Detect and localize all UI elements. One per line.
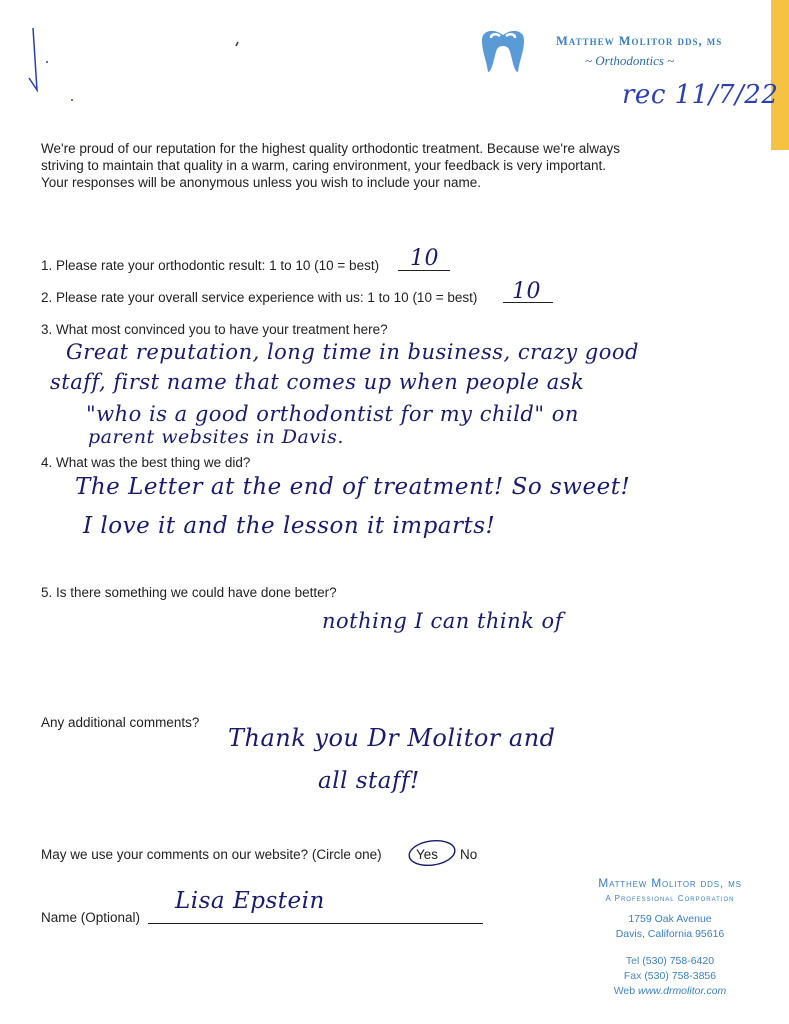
received-note: rec 11/7/22 <box>622 80 779 110</box>
footer-contact <box>590 876 750 999</box>
practice-name: Matthew Molitor dds, ms <box>556 34 723 48</box>
website-permission-label: May we use your comments on our website? (Circle one) <box>41 847 382 862</box>
practice-subtitle: ~ Orthodontics ~ <box>585 53 675 68</box>
question-3-answer-line-3: "who is a good orthodontist for my child" on <box>86 402 579 426</box>
additional-comments-label: Any additional comments? <box>41 715 200 730</box>
additional-comments-line-2: all staff! <box>318 768 420 794</box>
footer-address-1: 1759 Oak Avenue <box>628 913 712 925</box>
footer-corporation: A Professional Corporation <box>605 894 735 903</box>
website-permission-no[interactable]: No <box>460 847 478 862</box>
yes-circle-mark <box>406 833 462 869</box>
question-3-answer-line-2: staff, first name that comes up when people ask <box>50 370 585 394</box>
question-4-answer-line-2: I love it and the lesson it imparts! <box>83 513 496 539</box>
yellow-tab <box>771 0 789 150</box>
question-3-answer-line-4: parent websites in Davis. <box>88 426 344 448</box>
question-1-answer: 10 <box>410 246 439 271</box>
tooth-logo-icon <box>476 26 530 74</box>
question-5-answer: nothing I can think of <box>322 609 563 633</box>
pen-scribble <box>25 20 85 110</box>
footer-practice-name: Matthew Molitor dds, ms <box>598 876 742 890</box>
question-2-label: 2. Please rate your overall service experience with us: 1 to 10 (10 = best) <box>41 290 478 305</box>
question-3-answer-line-1: Great reputation, long time in business, crazy good <box>66 340 639 364</box>
question-4-answer-line-1: The Letter at the end of treatment! So sweet! <box>75 474 631 500</box>
footer-fax: Fax (530) 758-3856 <box>623 970 717 982</box>
name-label: Name (Optional) <box>41 910 141 925</box>
question-1-label: 1. Please rate your orthodontic result: 1 to 10 (10 = best) <box>41 258 380 273</box>
question-3-label: 3. What most convinced you to have your treatment here? <box>41 322 388 337</box>
footer-address-2: Davis, California 95616 <box>615 928 725 940</box>
question-2-answer: 10 <box>512 279 541 304</box>
intro-line-2: striving to maintain that quality in a warm, caring environment, your feedback is very important. <box>41 158 607 173</box>
intro-line-3: Your responses will be anonymous unless you wish to include your name. <box>41 175 481 190</box>
name-value: Lisa Epstein <box>175 888 325 914</box>
website-permission-yes[interactable]: Yes <box>416 847 439 862</box>
intro-line-1: We're proud of our reputation for the highest quality orthodontic treatment. Because we're always <box>41 141 620 156</box>
name-line <box>148 923 483 924</box>
question-5-label: 5. Is there something we could have done better? <box>41 585 337 600</box>
footer-web[interactable]: Web www.drmolitor.com <box>613 985 727 997</box>
additional-comments-line-1: Thank you Dr Molitor and <box>228 724 556 752</box>
footer-tel: Tel (530) 758-6420 <box>625 955 715 967</box>
pen-dot <box>234 40 240 48</box>
question-4-label: 4. What was the best thing we did? <box>41 455 251 470</box>
